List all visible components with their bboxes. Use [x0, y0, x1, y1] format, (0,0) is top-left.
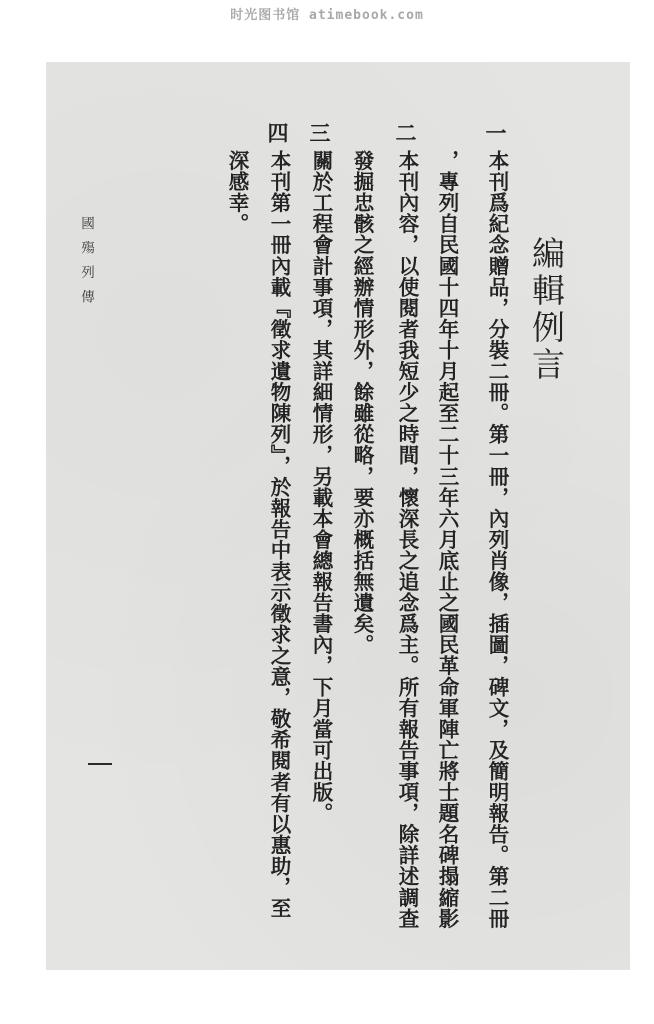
item-3-number: 三	[307, 122, 332, 143]
item-4-line-2: 深感幸。	[225, 150, 249, 235]
scanned-page	[46, 62, 630, 970]
page-title: 編輯例言	[527, 236, 566, 384]
page-number-mark	[88, 763, 112, 765]
item-2-line-2: 發掘忠骸之經辦情形外，餘雖從略，要亦概括無遺矣。	[350, 150, 374, 656]
page-number-text	[88, 763, 89, 764]
item-4-line-1: 本刊第一冊內載『徵求遺物陳列』，於報告中表示徵求之意，敬希閱者有以惠助，至	[267, 150, 291, 919]
site-watermark-header: 时光图书馆 atimebook.com	[230, 8, 424, 23]
item-2-line-1: 本刊內容，以使閱者我短少之時間，懷深長之追念爲主。所有報告事項，除詳述調查	[395, 150, 419, 929]
item-1-line-1: 本刊爲紀念贈品，分裝二冊。第一冊，內列肖像，插圖，碑文，及簡明報告。第二冊	[485, 150, 509, 929]
book-side-title: 國殤列傳	[78, 216, 94, 314]
item-3-line-1: 關於工程會計事項，其詳細情形，另載本會總報告書內，下月當可出版。	[309, 150, 333, 824]
item-1-number: 一	[483, 122, 508, 143]
item-4-number: 四	[265, 122, 290, 143]
item-2-number: 二	[393, 122, 418, 143]
item-1-line-2: ，專列自民國十四年十月起至二十三年六月底止之國民革命軍陣亡將士題名碑搨縮影	[435, 150, 459, 929]
